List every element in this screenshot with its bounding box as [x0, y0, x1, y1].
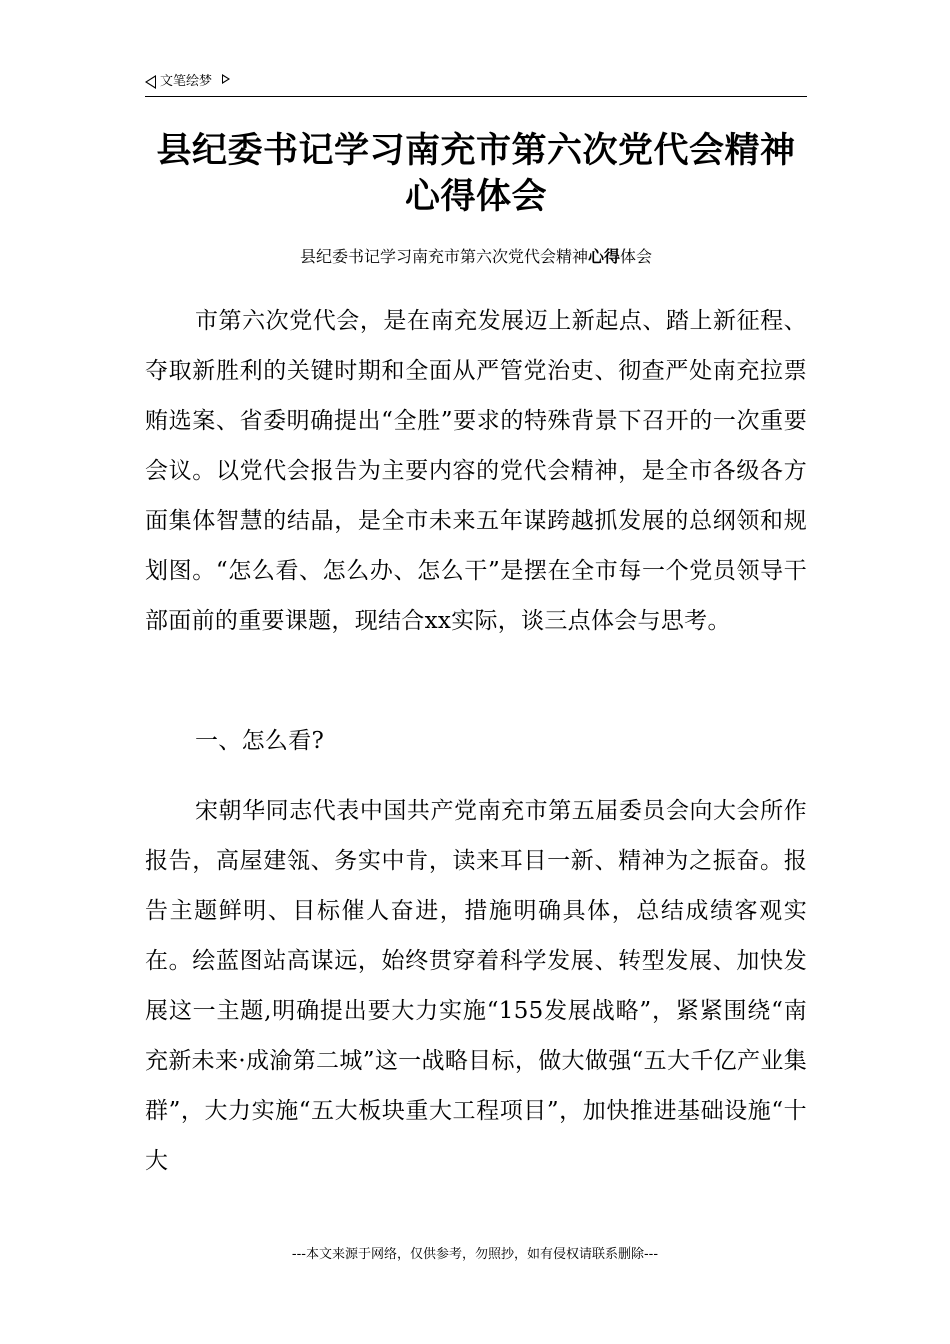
page-header [145, 72, 807, 97]
document-subtitle [145, 246, 807, 268]
subtitle-text-bold: 心得 [587, 247, 620, 266]
subtitle-text-pre: 县纪委书记学习南充市第六次党代会精神 [299, 247, 588, 266]
triangle-left-outline-icon [145, 75, 156, 89]
brand-name: 文笔绘梦 [160, 74, 213, 89]
section-heading: 一、怎么看? [195, 728, 325, 754]
triangle-right-outline-icon [222, 74, 230, 84]
body-paragraph: 市第六次党代会，是在南充发展迈上新起点、踏上新征程、夺取新胜利的关键时期和全面从严管党治吏、彻查严处南充拉票贿选案、省委明确提出“全胜”要求的特殊背景下召开的一次重要会议。以党代会报告为主要内容的党代会精神，是全市各级各方面集体智慧的结晶，是全市未来五年谋跨越抓发展的总纲领和规划图。“怎么看、怎么办、怎么干”是摆在全市每一个党员领导干部面前的重要课题，现结合xx实际，谈三点体会与思考。 [145, 308, 807, 634]
header-brand [145, 74, 230, 90]
document-title: 县纪委书记学习南充市第六次党代会精神心得体会 [156, 130, 796, 217]
subtitle-text-post: 体会 [620, 247, 653, 266]
footer-notice: ---本文来源于网络，仅供参考，勿照抄，如有侵权请联系删除--- [291, 1247, 659, 1262]
body-paragraph: 宋朝华同志代表中国共产党南充市第五届委员会向大会所作报告，高屋建瓴、务实中肯，读来耳目一新、精神为之振奋。报告主题鲜明、目标催人奋进，措施明确具体，总结成绩客观实在。绘蓝图站高谋远，始终贯穿着科学发展、转型发展、加快发展这一主题,明确提出要大力实施“155发展战略”，紧紧围绕“南充新未来·成渝第二城”这一战略目标，做大做强“五大千亿产业集群”，大力实施“五大板块重大工程项目”，加快推进基础设施“十大 [145, 798, 807, 1174]
